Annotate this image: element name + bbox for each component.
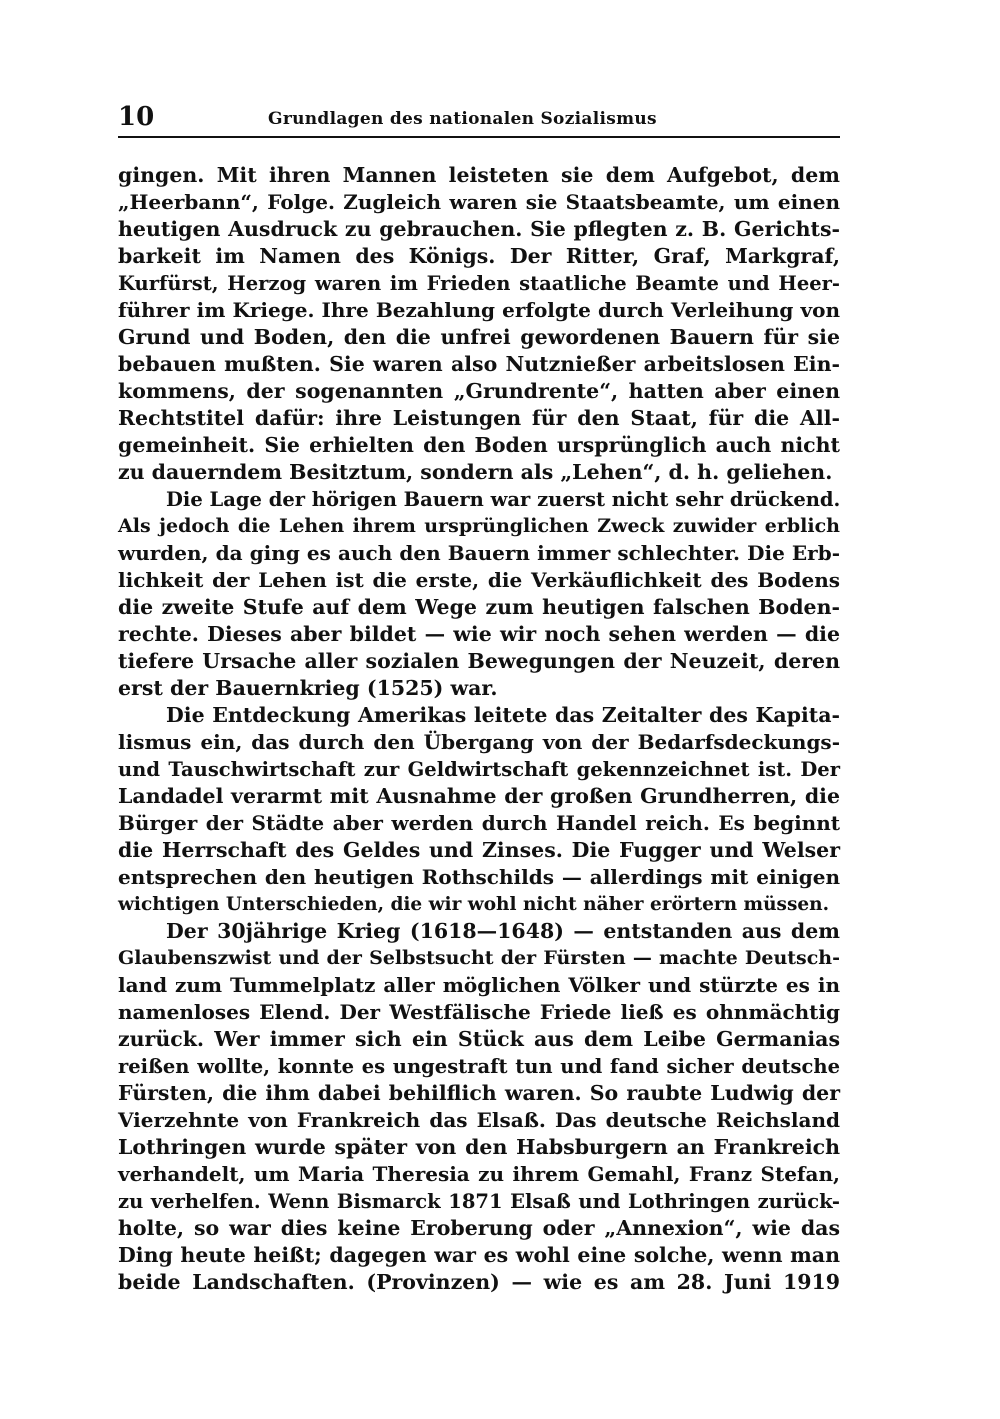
text-line: und Tauschwirtschaft zur Geldwirtschaft gekennzeichnet ist. Der: [118, 758, 840, 781]
text-line: Kurfürst, Herzog waren im Frieden staatliche Beamte und Heer-: [118, 272, 840, 295]
text-line: Fürsten, die ihm dabei behilflich waren. So raubte Ludwig der: [118, 1081, 840, 1105]
text-line: barkeit im Namen des Königs. Der Ritter, Graf, Markgraf,: [118, 244, 840, 268]
text-line: gemeinheit. Sie erhielten den Boden ursprünglich auch nicht: [118, 433, 840, 457]
text-line: land zum Tummelplatz aller möglichen Völker und stürzte es in: [118, 973, 840, 997]
body-text: [118, 162, 840, 1296]
text-line: zu verhelfen. Wenn Bismarck 1871 Elsaß und Lothringen zurück-: [118, 1190, 840, 1213]
text-line: Landadel verarmt mit Ausnahme der großen Grundherren, die: [118, 784, 840, 808]
text-line: erst der Bauernkrieg (1525) war.: [118, 676, 498, 700]
text-line: wurden, da ging es auch den Bauern immer schlechter. Die Erb-: [118, 541, 840, 565]
text-line: führer im Kriege. Ihre Bezahlung erfolgte durch Verleihung von: [118, 298, 840, 322]
page-number: 10: [118, 102, 155, 132]
text-line: wichtigen Unterschieden, die wir wohl nicht näher erörtern müssen.: [118, 894, 830, 915]
text-line: bebauen mußten. Sie waren also Nutznießer arbeitslosen Ein-: [118, 352, 840, 376]
text-line: Die Lage der hörigen Bauern war zuerst nicht sehr drückend.: [166, 488, 841, 511]
text-line: Rechtstitel dafür: ihre Leistungen für den Staat, für die All-: [118, 406, 840, 430]
text-line: namenloses Elend. Der Westfälische Friede ließ es ohnmächtig: [118, 1000, 840, 1024]
text-line: Vierzehnte von Frankreich das Elsaß. Das deutsche Reichsland: [118, 1108, 840, 1132]
text-line: heutigen Ausdruck zu gebrauchen. Sie pflegten z. B. Gerichts-: [118, 217, 840, 241]
text-line: Glaubenszwist und der Selbstsucht der Fürsten — machte Deutsch-: [118, 947, 840, 969]
text-line: gingen. Mit ihren Mannen leisteten sie dem Aufgebot, dem: [118, 163, 840, 187]
text-line: entsprechen den heutigen Rothschilds — allerdings mit einigen: [118, 865, 840, 889]
text-line: beide Landschaften. (Provinzen) — wie es am 28. Juni 1919: [118, 1270, 840, 1294]
text-line: „Heerbann“, Folge. Zugleich waren sie Staatsbeamte, um einen: [118, 190, 840, 214]
text-line: reißen wollte, konnte es ungestraft tun und fand sicher deutsche: [118, 1055, 840, 1078]
text-line: tiefere Ursache aller sozialen Bewegungen der Neuzeit, deren: [118, 649, 840, 673]
header-rule: [118, 136, 840, 138]
text-line: Grund und Boden, den die unfrei gewordenen Bauern für sie: [118, 325, 840, 349]
text-line: die zweite Stufe auf dem Wege zum heutigen falschen Boden-: [118, 595, 840, 619]
page-header: [118, 100, 840, 134]
text-line: Ding heute heißt; dagegen war es wohl eine solche, wenn man: [118, 1243, 840, 1267]
text-line: Der 30jährige Krieg (1618—1648) — entstanden aus dem: [166, 919, 840, 943]
text-line: lismus ein, das durch den Übergang von der Bedarfsdeckungs-: [118, 730, 840, 754]
text-line: lichkeit der Lehen ist die erste, die Verkäuflichkeit des Bodens: [118, 568, 840, 592]
text-line: rechte. Dieses aber bildet — wie wir noch sehen werden — die: [118, 622, 840, 646]
text-line: Lothringen wurde später von den Habsburgern an Frankreich: [118, 1135, 840, 1159]
text-line: holte, so war dies keine Eroberung oder „Annexion“, wie das: [118, 1216, 840, 1240]
text-line: Die Entdeckung Amerikas leitete das Zeitalter des Kapita-: [166, 703, 840, 727]
text-line: die Herrschaft des Geldes und Zinses. Die Fugger und Welser: [118, 838, 840, 862]
running-head: Grundlagen des nationalen Sozialismus: [268, 109, 657, 129]
text-line: zurück. Wer immer sich ein Stück aus dem Leibe Germanias: [118, 1027, 840, 1051]
text-line: zu dauerndem Besitztum, sondern als „Lehen“, d. h. geliehen.: [118, 460, 833, 484]
text-line: kommens, der sogenannten „Grundrente“, hatten aber einen: [118, 379, 840, 403]
text-line: Bürger der Städte aber werden durch Handel reich. Es beginnt: [118, 811, 840, 835]
text-line: Als jedoch die Lehen ihrem ursprünglichen Zweck zuwider erblich: [118, 515, 840, 537]
text-line: verhandelt, um Maria Theresia zu ihrem Gemahl, Franz Stefan,: [118, 1162, 840, 1186]
